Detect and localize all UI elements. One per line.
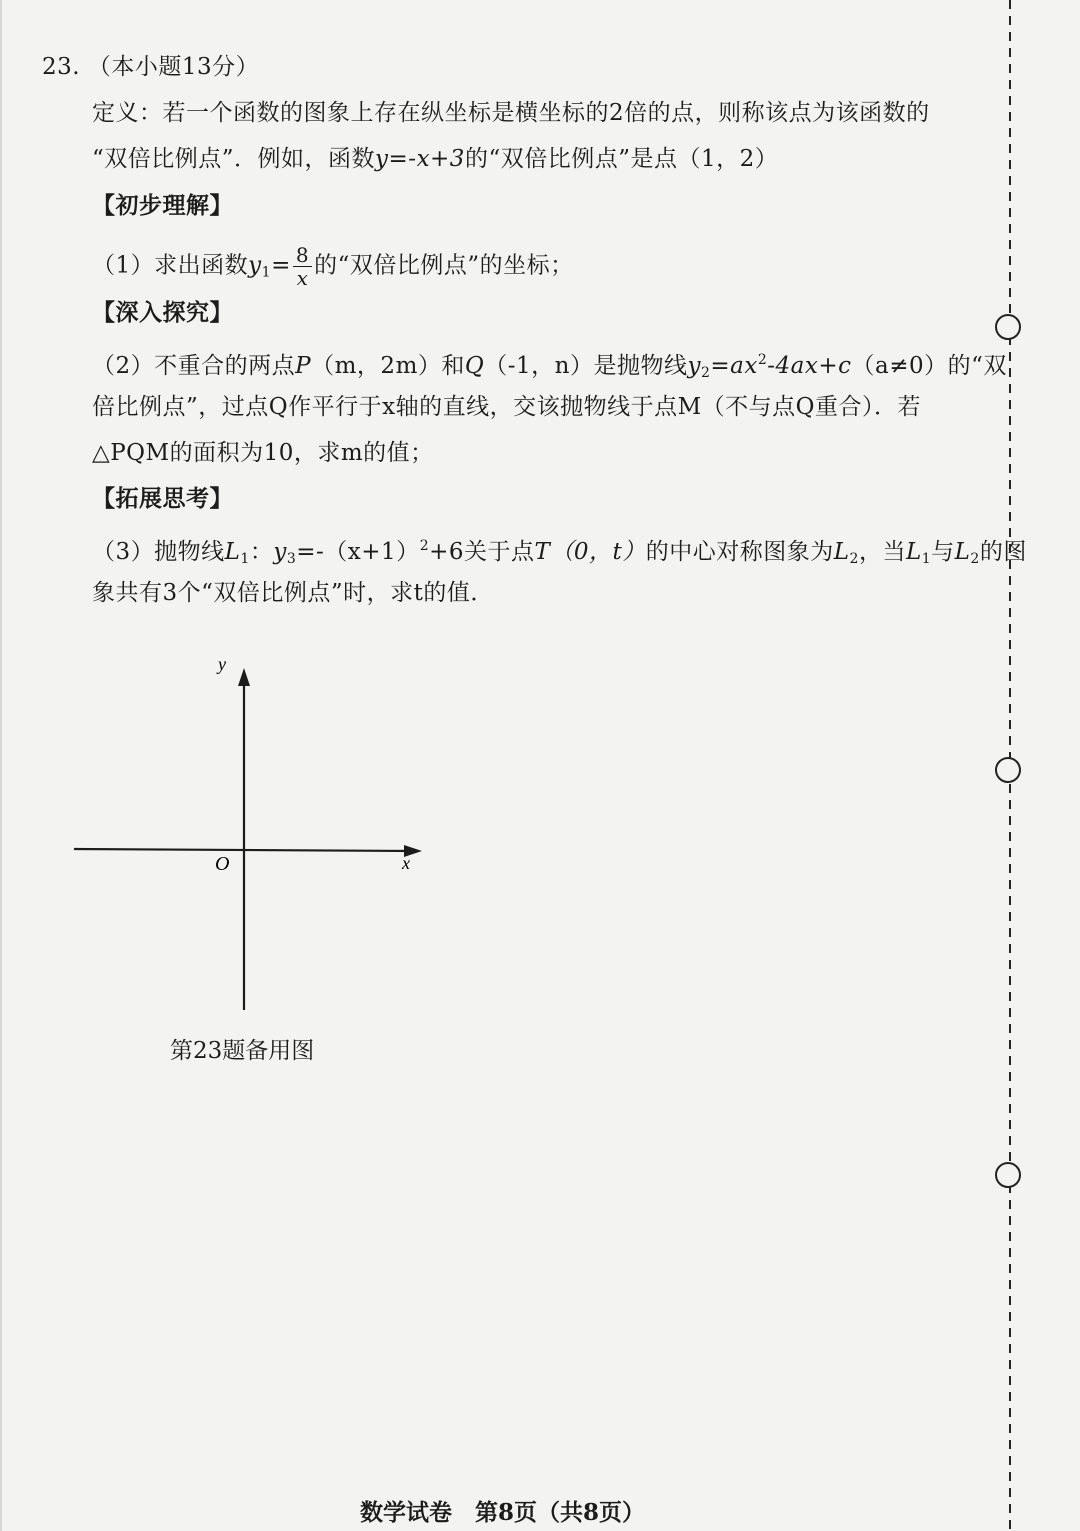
section-heading-2: 【深入探究】 [92, 299, 233, 326]
y3-equation-b: +6关于点 [429, 539, 535, 565]
curve-L1: L [224, 539, 241, 565]
equals-sign: = [271, 252, 291, 279]
section-heading-3: 【拓展思考】 [92, 485, 233, 512]
parabola-condition: （a≠0） [851, 353, 948, 379]
figure-caption: 第23题备用图 [170, 1038, 315, 1064]
part-2-line-2: 倍比例点”，过点Q作平行于x轴的直线，交该抛物线于点M（不与点Q重合）．若 [92, 394, 921, 420]
parabola-text: 是抛物线 [593, 353, 688, 379]
point-P-coords: （m，2m） [311, 353, 442, 379]
definition-example-text: 的“双倍比例点”是点（1，2） [464, 146, 779, 172]
fraction-numerator: 8 [293, 244, 312, 267]
when-text: ，当 [858, 539, 906, 565]
parabola-name: y [687, 353, 701, 379]
y-axis-arrow [238, 668, 250, 686]
point-Q: Q [464, 353, 485, 379]
binding-hole-middle [995, 757, 1021, 783]
coordinate-figure [60, 650, 440, 1030]
point-P: P [295, 353, 312, 379]
part-1-label: （1）求出函数 [92, 252, 249, 279]
function-y3: y [273, 539, 287, 565]
binding-hole-bottom [995, 1162, 1021, 1188]
fraction [293, 244, 312, 289]
axes-diagram [60, 650, 440, 1030]
function-y3-subscript: 3 [286, 551, 297, 567]
part-2-line-1 [92, 345, 1007, 388]
function-name: y [248, 252, 262, 279]
part-3-line-1-end: 的图 [979, 539, 1027, 565]
curve-L1-ref: L [905, 539, 922, 565]
fraction-denominator: x [296, 266, 309, 290]
part-2-line-1-end: 的“双 [947, 353, 1007, 379]
y-axis-label: y [218, 654, 226, 674]
page-edge [0, 0, 2, 1531]
curve-L2: L [833, 539, 850, 565]
symmetry-text: 的中心对称图象为 [645, 539, 834, 565]
question-header [42, 52, 259, 82]
curve-L2-ref: L [954, 539, 971, 565]
point-T: T（0，t） [534, 539, 646, 565]
point-Q-coords: （-1，n） [484, 353, 594, 379]
page-footer: 数学试卷 第8页（共8页） [360, 1499, 646, 1526]
function-subscript: 1 [261, 264, 272, 281]
definition-line-1: 定义：若一个函数的图象上存在纵坐标是横坐标的2倍的点，则称该点为该函数的 [92, 100, 930, 126]
x-axis-label: x [402, 853, 410, 873]
colon: ： [249, 539, 274, 565]
curve-L1-subscript: 1 [240, 551, 250, 567]
binding-hole-top [995, 314, 1021, 340]
conjunction: 和 [441, 353, 465, 379]
curve-L2-subscript: 2 [849, 551, 859, 567]
curve-L1-ref-subscript: 1 [921, 551, 932, 567]
parabola-eq-b: -4ax+c [767, 353, 852, 379]
part-3-label: （3）抛物线 [92, 539, 225, 565]
part-2-line-3: △PQM的面积为10，求m的值； [92, 440, 434, 466]
part-2-label: （2）不重合的两点 [92, 353, 296, 379]
definition-line-2 [92, 144, 778, 174]
definition-text: “双倍比例点”．例如，函数 [92, 146, 376, 172]
part-3-line-1 [92, 531, 1027, 574]
parabola-exponent: 2 [757, 352, 768, 368]
y3-exponent: 2 [419, 538, 430, 554]
x-axis [74, 849, 410, 851]
parabola-eq-a: =ax [710, 353, 758, 379]
and-text: 与 [931, 539, 955, 565]
part-3-line-2: 象共有3个“双倍比例点”时，求t的值． [92, 580, 494, 606]
curve-L2-ref-subscript: 2 [970, 551, 980, 567]
parabola-subscript: 2 [700, 365, 711, 381]
part-1-text [92, 244, 574, 289]
part-1-rest: 的“双倍比例点”的坐标； [314, 252, 574, 279]
example-function: y=-x+3 [375, 146, 465, 172]
question-number: 23. [42, 54, 81, 80]
question-score: （本小题13分） [87, 54, 260, 80]
section-heading-1: 【初步理解】 [92, 192, 233, 219]
origin-label: O [215, 853, 230, 875]
y3-equation-a: =-（x+1） [296, 539, 420, 565]
